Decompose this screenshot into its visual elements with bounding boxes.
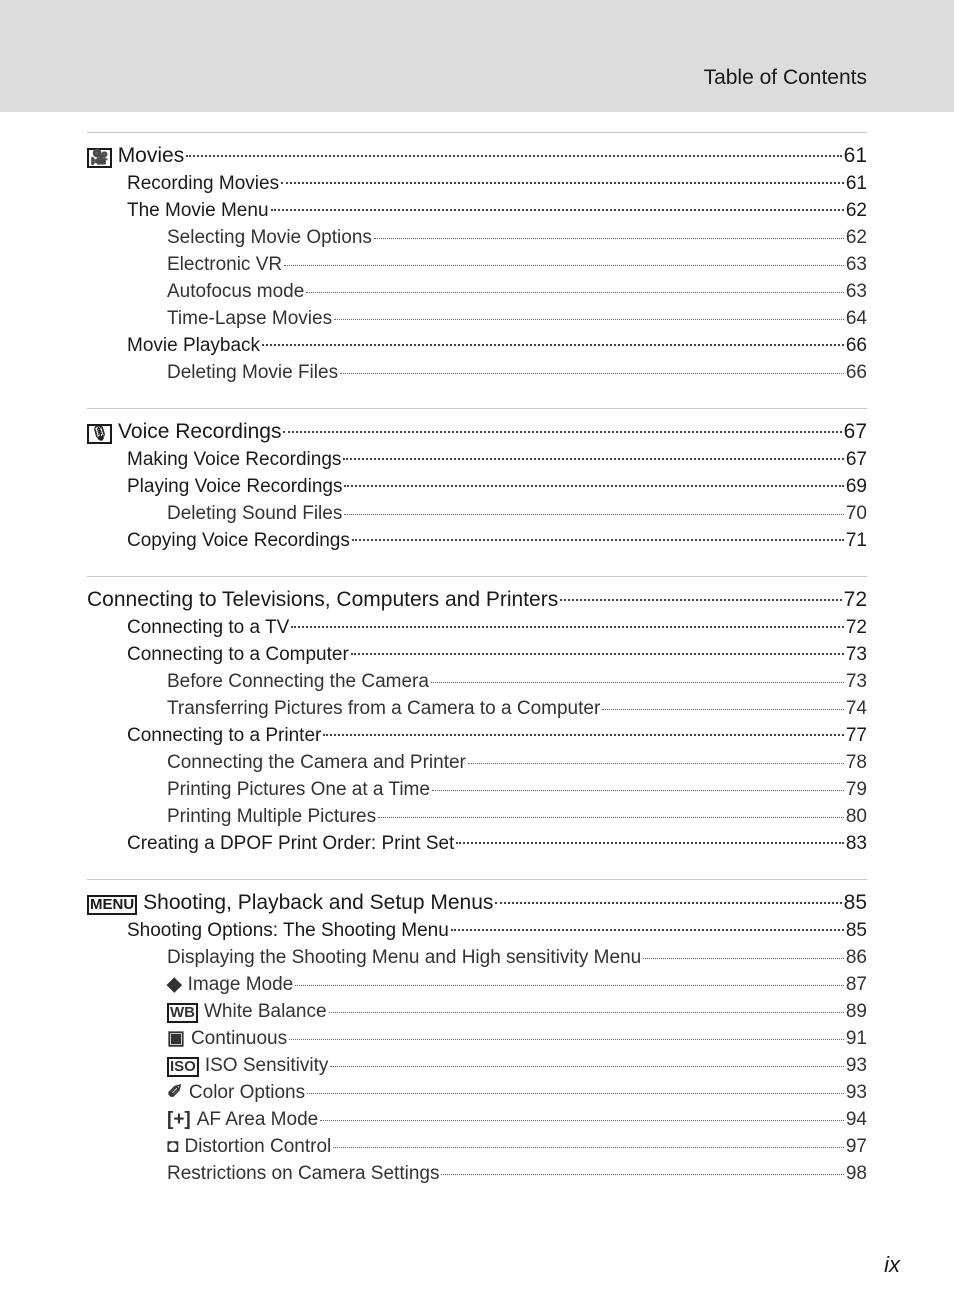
toc-entry-label: Connecting to Televisions, Computers and Printers [87,588,559,611]
toc-entry-page: 61 [843,144,867,167]
toc-entry-title [167,749,466,776]
toc-entry-title [167,305,332,332]
dot-leader [320,1120,844,1121]
toc-entry-label: Printing Pictures One at a Time [167,779,430,800]
header-title: Table of Contents [703,66,867,89]
toc-entry-title [167,668,429,695]
dot-leader [451,929,844,931]
toc-entry-page: 64 [845,308,867,329]
toc-entry-page: 72 [845,617,867,638]
toc-entry[interactable] [87,585,867,614]
toc-entry[interactable] [87,998,867,1025]
color-options-icon: ✐ [167,1082,183,1103]
toc-entry-title [127,527,350,554]
toc-entry-label: Making Voice Recordings [127,449,342,470]
toc-entry[interactable] [87,917,867,944]
dot-leader [306,292,844,293]
toc-entry-label: Restrictions on Camera Settings [167,1163,440,1184]
toc-entry[interactable] [87,776,867,803]
toc-entry[interactable] [87,944,867,971]
toc-entry-page: 85 [845,920,867,941]
toc-entry-page: 98 [845,1163,867,1184]
toc-entry-title [167,1133,331,1160]
dot-leader [333,1147,844,1148]
toc-entry-page: 67 [843,420,867,443]
toc-entry[interactable] [87,417,867,446]
dot-leader [432,790,844,791]
toc-entry-title [87,417,281,446]
toc-entry-title [127,197,269,224]
toc-entry-page: 70 [845,503,867,524]
dot-leader [284,265,844,266]
toc-entry-page: 93 [845,1055,867,1076]
toc-entry[interactable] [87,641,867,668]
toc-entry-page: 78 [845,752,867,773]
toc-entry-title [87,141,184,170]
toc-entry-page: 85 [843,891,867,914]
toc-entry-label: ISO Sensitivity [204,1055,329,1076]
toc-entry[interactable] [87,500,867,527]
microphone-icon: 🎙 [87,424,112,444]
page-number: ix [884,1252,900,1277]
toc-entry[interactable] [87,305,867,332]
toc-entry-label: Connecting to a TV [127,617,290,638]
toc-entry-title [167,278,304,305]
toc-entry-title [87,585,558,614]
toc-entry-page: 72 [843,588,867,611]
dot-leader [560,599,841,601]
dot-leader [468,763,844,764]
dot-leader [456,842,844,844]
dot-leader [343,458,843,460]
toc-entry-page: 86 [845,947,867,968]
dot-leader [340,373,844,374]
toc-entry[interactable] [87,830,867,857]
toc-entry[interactable] [87,251,867,278]
af-area-icon: [+] [167,1109,191,1130]
toc-entry[interactable] [87,473,867,500]
toc-entry-label: Transferring Pictures from a Camera to a Computer [167,698,601,719]
toc-entry-page: 71 [845,530,867,551]
toc-entry-label: Creating a DPOF Print Order: Print Set [127,833,455,854]
toc-entry-page: 74 [845,698,867,719]
toc-entry-page: 80 [845,806,867,827]
toc-entry-page: 61 [845,173,867,194]
dot-leader [431,682,844,683]
toc-entry[interactable] [87,197,867,224]
toc-entry[interactable] [87,278,867,305]
dot-leader [334,319,844,320]
iso-icon: ISO [167,1057,199,1077]
toc-entry-page: 91 [845,1028,867,1049]
toc-entry-title [127,641,349,668]
dot-leader [351,653,844,655]
toc-entry-page: 97 [845,1136,867,1157]
toc-entry-label: Selecting Movie Options [167,227,372,248]
toc-entry-page: 62 [845,200,867,221]
toc-entry-title [127,446,341,473]
dot-leader [291,626,844,628]
toc-entry-title [127,917,449,944]
toc-entry[interactable] [87,1133,867,1160]
toc-entry-label: Color Options [188,1082,306,1103]
dot-leader [344,485,843,487]
image-mode-icon: ◆ [167,974,182,995]
toc-entry-title [127,614,289,641]
toc-entry-label: Connecting the Camera and Printer [167,752,466,773]
toc-entry[interactable] [87,527,867,554]
toc-entry-title [167,1025,287,1052]
toc-entry-title [167,695,600,722]
toc-entry[interactable] [87,1025,867,1052]
dot-leader [329,1012,844,1013]
toc-entry-label: Displaying the Shooting Menu and High sensitivity Menu [167,947,642,968]
toc-entry[interactable] [87,141,867,170]
toc-entry-label: Copying Voice Recordings [127,530,350,551]
toc-entry-title [167,803,376,830]
toc-entry-page: 79 [845,779,867,800]
toc-entry-title [167,1160,439,1187]
toc-entry-page: 87 [845,974,867,995]
dot-leader [643,958,844,959]
toc-entry-page: 89 [845,1001,867,1022]
toc-entry[interactable] [87,170,867,197]
dot-leader [281,182,844,184]
dot-leader [330,1066,843,1067]
toc-entry[interactable] [87,446,867,473]
toc-entry-page: 94 [845,1109,867,1130]
dot-leader [374,238,844,239]
toc-entry-label: Deleting Movie Files [167,362,339,383]
dot-leader [344,514,844,515]
toc-entry-page: 63 [845,254,867,275]
toc-entry-label: Shooting Options: The Shooting Menu [127,920,449,941]
toc-entry-page: 93 [845,1082,867,1103]
toc-entry-title [167,1052,328,1079]
toc-entry[interactable] [87,224,867,251]
toc-section [87,879,867,1187]
toc-entry-page: 73 [845,644,867,665]
toc-entry-label: Image Mode [187,974,294,995]
toc-entry-label: Distortion Control [184,1136,332,1157]
continuous-icon: ▣ [167,1028,185,1049]
toc-entry[interactable] [87,614,867,641]
dot-leader [602,709,844,710]
white-balance-icon: WB [167,1003,198,1023]
toc-entry-title [127,722,321,749]
toc-entry[interactable] [87,722,867,749]
toc-entry-page: 83 [845,833,867,854]
toc-entry-label: Recording Movies [127,173,280,194]
dot-leader [307,1093,844,1094]
movie-icon: 🎥 [87,148,112,168]
toc-entry-title [167,359,338,386]
toc-entry-title [167,971,293,998]
dot-leader [289,1039,844,1040]
toc-entry-label: Playing Voice Recordings [127,476,343,497]
toc-entry-label: Movie Playback [127,335,261,356]
dot-leader [495,902,841,904]
dot-leader [283,431,841,433]
toc-entry[interactable] [87,749,867,776]
toc-section [87,576,867,857]
distortion-control-icon: ◘ [167,1136,179,1157]
toc-entry[interactable] [87,888,867,917]
toc-entry-label: White Balance [204,1001,327,1022]
toc-entry[interactable] [87,1106,867,1133]
dot-leader [295,985,844,986]
dot-leader [186,155,841,157]
toc-entry-title [127,332,260,359]
toc-entry[interactable] [87,1052,867,1079]
toc-entry-label: Connecting to a Printer [127,725,322,746]
toc-entry-title [127,830,454,857]
toc-entry-page: 66 [845,362,867,383]
toc-entry-title [167,251,282,278]
toc-entry-label: Shooting, Playback and Setup Menus [143,891,494,914]
toc-entry-label: Printing Multiple Pictures [167,806,377,827]
toc-entry-label: Voice Recordings [118,420,282,443]
toc-entry-label: Before Connecting the Camera [167,671,429,692]
toc-entry-label: Movies [117,144,185,167]
toc-entry[interactable] [87,971,867,998]
toc-entry-title [167,944,641,971]
toc-entry[interactable] [87,359,867,386]
table-of-contents [87,132,867,1187]
dot-leader [378,817,844,818]
toc-entry-page: 63 [845,281,867,302]
toc-section [87,408,867,554]
toc-entry-page: 77 [845,725,867,746]
toc-entry-label: Continuous [190,1028,288,1049]
toc-entry[interactable] [87,803,867,830]
toc-entry[interactable] [87,1079,867,1106]
toc-entry[interactable] [87,695,867,722]
toc-entry-title [87,888,493,917]
toc-entry[interactable] [87,1160,867,1187]
header-band [0,0,954,112]
toc-entry-page: 66 [845,335,867,356]
toc-entry-label: Deleting Sound Files [167,503,343,524]
toc-entry-label: Time-Lapse Movies [167,308,333,329]
dot-leader [262,344,844,346]
toc-entry-title [167,998,327,1025]
dot-leader [271,209,844,211]
dot-leader [441,1174,843,1175]
toc-entry-title [167,1079,305,1106]
toc-entry-page: 62 [845,227,867,248]
toc-entry-title [127,473,342,500]
toc-entry[interactable] [87,332,867,359]
toc-entry-title [167,224,372,251]
toc-entry-label: The Movie Menu [127,200,269,221]
toc-entry-page: 73 [845,671,867,692]
toc-entry[interactable] [87,668,867,695]
toc-entry-label: Electronic VR [167,254,283,275]
toc-entry-label: AF Area Mode [196,1109,319,1130]
toc-entry-title [127,170,279,197]
toc-entry-title [167,1106,318,1133]
toc-entry-page: 69 [845,476,867,497]
dot-leader [323,734,844,736]
toc-entry-title [167,776,430,803]
toc-entry-title [167,500,342,527]
menu-icon: MENU [87,895,137,915]
dot-leader [352,539,844,541]
toc-entry-page: 67 [845,449,867,470]
toc-section [87,132,867,386]
toc-entry-label: Connecting to a Computer [127,644,349,665]
toc-entry-label: Autofocus mode [167,281,305,302]
